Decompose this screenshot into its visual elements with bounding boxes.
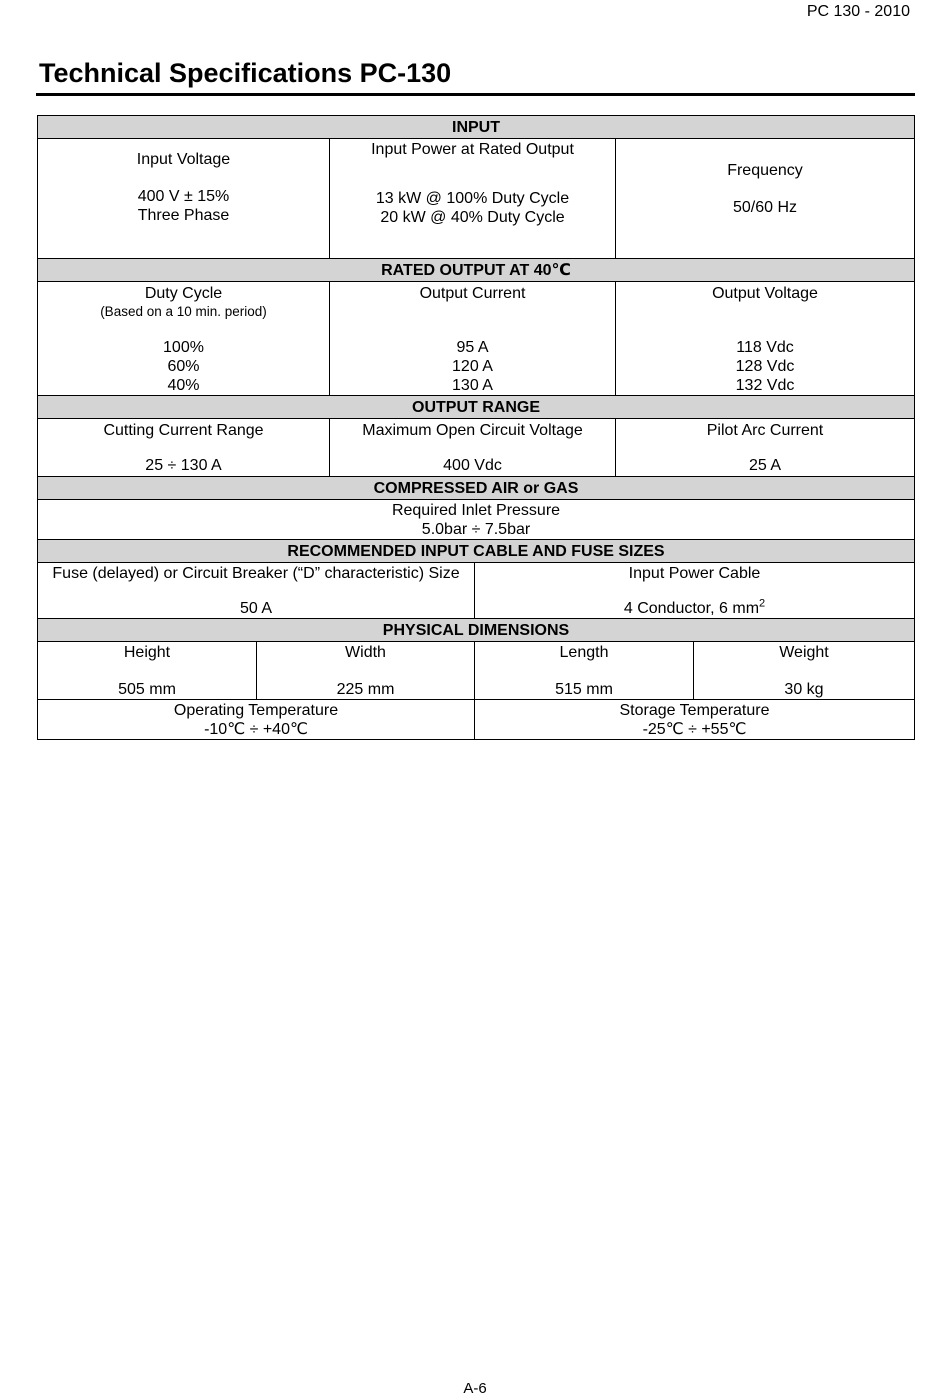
duty-cycle-value: 60%: [167, 358, 200, 375]
section-heading-cable-fuse: RECOMMENDED INPUT CABLE AND FUSE SIZES: [38, 540, 915, 563]
open-circuit-voltage-cell: [330, 419, 616, 477]
operating-temperature-cell: [38, 700, 475, 740]
inlet-pressure-value: 5.0bar ÷ 7.5bar: [421, 521, 531, 538]
inlet-pressure-label: Required Inlet Pressure: [391, 502, 561, 519]
storage-temperature-cell: [475, 700, 915, 740]
output-voltage-value: 118 Vdc: [736, 339, 794, 356]
output-current-value: 95 A: [456, 339, 489, 356]
frequency-value: 50/60 Hz: [732, 199, 798, 216]
document-code: PC 130 - 2010: [806, 3, 910, 20]
output-voltage-cell: [616, 282, 915, 396]
pilot-arc-value: 25 A: [748, 457, 782, 474]
frequency-cell: [616, 139, 915, 259]
fuse-size-value: 50 A: [239, 600, 273, 617]
input-power-cell: [330, 139, 616, 259]
storage-temperature-value: -25℃ ÷ +55℃: [642, 721, 747, 738]
output-voltage-value: 132 Vdc: [735, 377, 795, 394]
height-cell: [38, 642, 257, 700]
output-current-cell: [330, 282, 616, 396]
section-heading-rated-output: RATED OUTPUT AT 40℃: [38, 259, 915, 282]
input-voltage-phase: Three Phase: [137, 207, 230, 224]
fuse-size-label: Fuse (delayed) or Circuit Breaker (“D” characteristic) Size: [52, 565, 460, 582]
input-voltage-label: Input Voltage: [136, 151, 231, 168]
input-voltage-value: 400 V ± 15%: [137, 188, 230, 205]
fuse-size-cell: [38, 563, 475, 619]
input-power-value-1: 13 kW @ 100% Duty Cycle: [375, 190, 570, 207]
inlet-pressure-cell: [38, 500, 915, 540]
weight-value: 30 kg: [784, 681, 824, 698]
open-circuit-voltage-value: 400 Vdc: [443, 457, 502, 474]
operating-temperature-value: -10℃ ÷ +40℃: [204, 721, 308, 738]
weight-label: Weight: [779, 644, 829, 661]
pilot-arc-label: Pilot Arc Current: [706, 422, 824, 439]
duty-cycle-label: Duty Cycle: [144, 285, 223, 302]
input-cable-label: Input Power Cable: [628, 565, 761, 582]
weight-cell: [694, 642, 915, 700]
output-current-value: 130 A: [452, 377, 493, 394]
output-voltage-label: Output Voltage: [712, 285, 818, 302]
output-current-label: Output Current: [419, 285, 526, 302]
width-label: Width: [345, 644, 386, 661]
cutting-current-value: 25 ÷ 130 A: [145, 457, 222, 474]
section-heading-output-range: OUTPUT RANGE: [38, 396, 915, 419]
spec-table: [37, 115, 915, 740]
input-cable-cell: [475, 563, 915, 619]
width-value: 225 mm: [336, 681, 395, 698]
input-power-label: Input Power at Rated Output: [371, 141, 574, 158]
page-number: A-6: [463, 1380, 487, 1397]
input-cable-superscript: 2: [759, 597, 766, 610]
cutting-current-label: Cutting Current Range: [103, 422, 264, 439]
length-cell: [475, 642, 694, 700]
title-underline: [36, 93, 915, 96]
duty-cycle-value: 40%: [167, 377, 200, 394]
section-heading-physical: PHYSICAL DIMENSIONS: [38, 619, 915, 642]
page-title: Technical Specifications PC-130: [39, 58, 452, 88]
length-label: Length: [559, 644, 609, 661]
length-value: 515 mm: [555, 681, 613, 698]
height-value: 505 mm: [118, 681, 176, 698]
input-cable-value: 4 Conductor, 6 mm: [623, 600, 760, 617]
output-current-value: 120 A: [452, 358, 493, 375]
storage-temperature-label: Storage Temperature: [619, 702, 770, 719]
operating-temperature-label: Operating Temperature: [173, 702, 339, 719]
pilot-arc-cell: [616, 419, 915, 477]
frequency-label: Frequency: [727, 162, 803, 179]
cutting-current-cell: [38, 419, 330, 477]
input-voltage-cell: [38, 139, 330, 259]
height-label: Height: [123, 644, 171, 661]
open-circuit-voltage-label: Maximum Open Circuit Voltage: [362, 422, 583, 439]
width-cell: [257, 642, 475, 700]
section-heading-compressed-air: COMPRESSED AIR or GAS: [38, 477, 915, 500]
duty-cycle-note: (Based on a 10 min. period): [100, 304, 267, 319]
duty-cycle-cell: [38, 282, 330, 396]
section-heading-input: INPUT: [38, 116, 915, 139]
duty-cycle-value: 100%: [163, 339, 204, 356]
input-power-value-2: 20 kW @ 40% Duty Cycle: [380, 209, 565, 226]
output-voltage-value: 128 Vdc: [735, 358, 795, 375]
